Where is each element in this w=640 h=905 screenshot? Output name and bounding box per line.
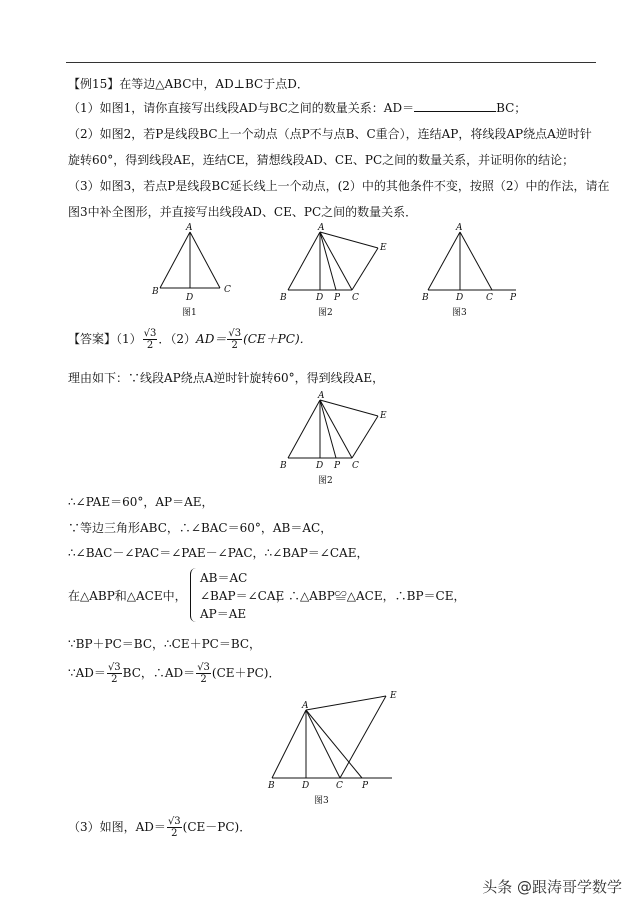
svg-text:P: P — [334, 293, 341, 303]
system-eq-1: AB＝AC — [200, 571, 248, 585]
problem-intro: 【例15】在等边△ABC中，AD⊥BC于点D． — [68, 77, 309, 91]
system-brace — [190, 568, 198, 622]
answer-blank[interactable] — [414, 100, 496, 112]
svg-text:B: B — [280, 461, 287, 471]
step-4-suffix: ，∴△ABP≌△ACE，∴BP＝CE， — [276, 589, 466, 603]
svg-text:图2: 图2 — [318, 476, 333, 486]
svg-text:A: A — [302, 701, 309, 711]
svg-text:D: D — [302, 781, 310, 791]
svg-text:C: C — [352, 461, 359, 471]
svg-text:B: B — [268, 781, 275, 791]
svg-text:B: B — [280, 293, 287, 303]
question-1: （1）如图1，请你直接写出线段AD与BC之间的数量关系：AD＝ BC； — [68, 101, 527, 115]
svg-text:图3: 图3 — [314, 796, 329, 806]
svg-text:E: E — [390, 691, 397, 701]
svg-text:P: P — [362, 781, 369, 791]
svg-text:A: A — [318, 223, 325, 233]
question-3-line-1: （3）如图3，若点P是线段BC延长线上一个动点，(2）中的其他条件不变，按照（2）中的作法，请在 — [68, 179, 610, 193]
fraction-sqrt3-over-2: $\frac{√3}{2}$ — [143, 328, 157, 351]
figure-1 — [150, 222, 240, 322]
step-5: ∵BP＋PC＝BC，∴CE＋PC＝BC， — [68, 637, 262, 651]
step-7: （3）如图，AD＝ $\frac{√3}{2}$ (CE－PC)． — [68, 816, 252, 839]
answer-line: 【答案】（1） $\frac{√3}{2}$ ．（2）AD＝ $\frac{√3}{2}$ (CE＋PC)． — [68, 328, 312, 351]
svg-text:D: D — [456, 293, 464, 303]
figure-1-caption: 图1 — [182, 308, 197, 318]
question-2-line-2: 旋转60°，得到线段AE，连结CE，猜想线段AD、CE、PC之间的数量关系，并证明你的结论； — [68, 153, 575, 167]
question-2-line-1: （2）如图2，若P是线段BC上一个动点（点P不与点B、C重合），连结AP，将线段AP绕点A逆时针 — [68, 127, 592, 141]
system-eq-3: AP＝AE — [200, 607, 247, 621]
svg-text:A: A — [456, 223, 463, 233]
system-eq-2: ∠BAP＝∠CAE — [200, 589, 285, 603]
figure-2-caption: 图2 — [318, 308, 333, 318]
figure-2-answer — [280, 390, 400, 490]
step-1: ∴∠PAE＝60°，AP＝AE， — [68, 495, 214, 509]
figure-3 — [420, 222, 530, 322]
step-4-prefix: 在△ABP和△ACE中， — [68, 589, 187, 603]
svg-text:P: P — [510, 293, 517, 303]
label-C: C — [224, 285, 231, 295]
svg-text:P: P — [334, 461, 341, 471]
svg-text:C: C — [336, 781, 343, 791]
watermark: 头条 @跟涛哥学数学 — [482, 878, 622, 896]
step-6: ∵AD＝ $\frac{√3}{2}$ BC，∴AD＝ $\frac{√3}{2}$ (CE＋PC)． — [68, 662, 281, 685]
question-3-line-2: 图3中补全图形，并直接写出线段AD、CE、PC之间的数量关系． — [68, 205, 418, 219]
step-2: ∵等边三角形ABC，∴∠BAC＝60°，AB＝AC， — [68, 521, 333, 535]
svg-text:D: D — [316, 461, 324, 471]
svg-text:C: C — [352, 293, 359, 303]
figure-3-answer — [262, 690, 402, 810]
label-B: B — [152, 287, 159, 297]
svg-text:B: B — [422, 293, 429, 303]
svg-text:E: E — [380, 243, 387, 253]
figure-3-caption: 图3 — [452, 308, 467, 318]
figure-2 — [280, 222, 400, 322]
reason-line: 理由如下：∵线段AP绕点A逆时针旋转60°，得到线段AE， — [68, 371, 385, 385]
step-3: ∴∠BAC－∠PAC＝∠PAE－∠PAC，∴∠BAP＝∠CAE， — [68, 546, 369, 560]
label-A: A — [186, 223, 193, 233]
svg-text:D: D — [316, 293, 324, 303]
svg-text:E: E — [380, 411, 387, 421]
header-rule — [66, 62, 596, 63]
label-D: D — [186, 293, 194, 303]
svg-text:A: A — [318, 391, 325, 401]
svg-text:C: C — [486, 293, 493, 303]
